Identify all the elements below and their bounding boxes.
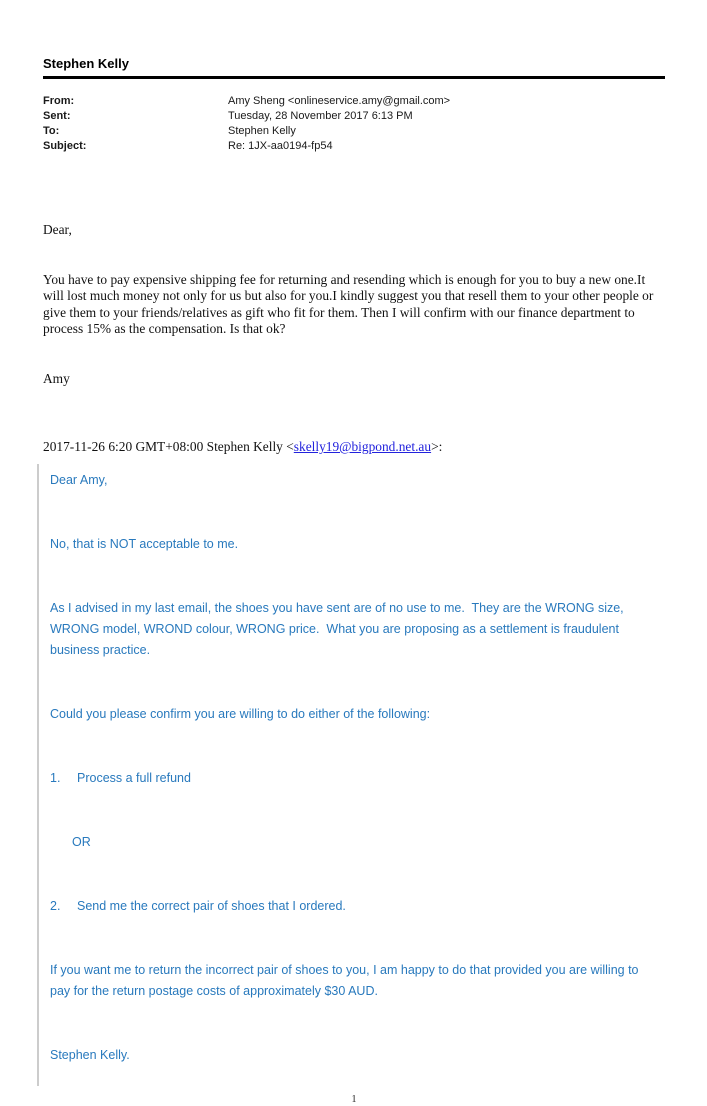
quote-paragraph: No, that is NOT acceptable to me.	[50, 537, 239, 551]
quoted-reply-block	[37, 464, 665, 1086]
attribution-prefix: 2017-11-26 6:20 GMT+08:00 Stephen Kelly <	[43, 439, 294, 454]
field-label: To:	[43, 125, 60, 137]
message-signature: Amy	[43, 370, 70, 386]
field-label: Sent:	[43, 110, 71, 122]
list-number: 1.	[50, 771, 61, 785]
list-number: 2.	[50, 899, 61, 913]
header-field-from	[43, 94, 665, 109]
header-field-to	[43, 124, 665, 139]
quote-signature: Stephen Kelly.	[50, 1048, 130, 1062]
message-body	[43, 189, 665, 420]
page-number: 1	[351, 1094, 357, 1105]
email-header-fields	[43, 94, 665, 154]
attribution-suffix: >:	[431, 439, 443, 454]
quote-paragraph: Could you please confirm you are willing to do either of the following:	[50, 707, 431, 721]
header-field-sent	[43, 109, 665, 124]
message-text: You have to pay expensive shipping fee for returning and resending which is enough for you to buy a new one.It will lost much money not only for us but also for you.I kindly suggest you that resell them to your other people or give them to your friends/relatives as gift who fit for them. Then I will confirm with our finance department to process 15% as the compensation. Is that ok?	[43, 271, 657, 336]
quote-paragraph: If you want me to return the incorrect pair of shoes to you, I am happy to do that provided you are willing to pay for the return postage costs of approximately $30 AUD.	[50, 963, 642, 998]
quote-list-item-1	[50, 768, 658, 789]
quote-attribution-line	[43, 438, 665, 455]
quote-list-item-2	[50, 896, 658, 917]
field-label: Subject:	[43, 140, 87, 152]
sender-email-link[interactable]: skelly19@bigpond.net.au	[293, 439, 432, 454]
field-label: From:	[43, 95, 75, 107]
page-title: Stephen Kelly	[43, 56, 129, 71]
quote-or-separator: OR	[72, 835, 91, 849]
quote-paragraph: As I advised in my last email, the shoes you have sent are of no use to me. They are the WRONG size, WRONG model, WROND colour, WRONG price. What you are proposing as a settlement is fraudulent business practice.	[50, 601, 628, 657]
field-value: Stephen Kelly	[228, 125, 296, 137]
list-item-text: Send me the correct pair of shoes that I ordered.	[77, 899, 346, 913]
header-field-subject	[43, 139, 665, 154]
title-divider	[43, 76, 665, 79]
list-item-text: Process a full refund	[77, 771, 191, 785]
message-greeting: Dear,	[43, 222, 72, 237]
field-value: Tuesday, 28 November 2017 6:13 PM	[228, 110, 413, 122]
field-value: Re: 1JX-aa0194-fp54	[228, 140, 333, 152]
quote-greeting: Dear Amy,	[50, 473, 108, 487]
field-value: Amy Sheng <onlineservice.amy@gmail.com>	[228, 95, 451, 107]
